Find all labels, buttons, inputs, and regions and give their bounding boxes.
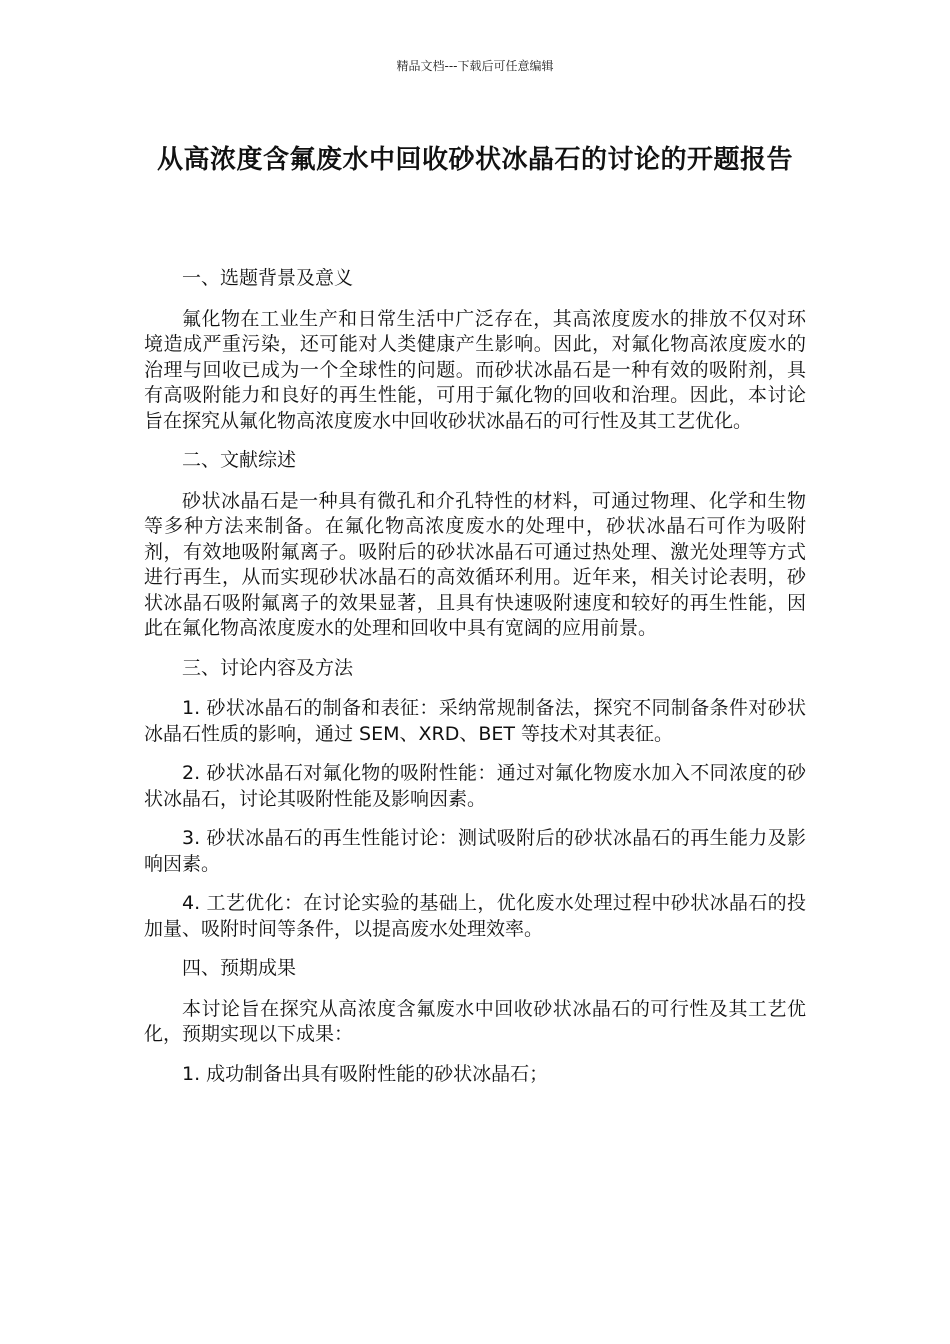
- paragraph: 本讨论旨在探究从高浓度含氟废水中回收砂状冰晶石的可行性及其工艺优化，预期实现以下成果：: [144, 997, 806, 1045]
- list-item: 1. 砂状冰晶石的制备和表征：采纳常规制备法，探究不同制备条件对砂状冰晶石性质的影响，通过 SEM、XRD、BET 等技术对其表征。: [144, 697, 806, 745]
- document-body: [144, 266, 806, 1101]
- section-heading: 三、讨论内容及方法: [182, 656, 354, 679]
- list-item: 1. 成功制备出具有吸附性能的砂状冰晶石；: [182, 1062, 549, 1085]
- list-item: 4. 工艺优化：在讨论实验的基础上，优化废水处理过程中砂状冰晶石的投加量、吸附时间等条件，以提高废水处理效率。: [144, 892, 806, 940]
- paragraph: 氟化物在工业生产和日常生活中广泛存在，其高浓度废水的排放不仅对环境造成严重污染，还可能对人类健康产生影响。因此，对氟化物高浓度废水的治理与回收已成为一个全球性的问题。而砂状冰晶石是一种有效的吸附剂，具有高吸附能力和良好的再生性能，可用于氟化物的回收和治理。因此，本讨论旨在探究从氟化物高浓度废水中回收砂状冰晶石的可行性及其工艺优化。: [144, 307, 806, 432]
- list-item: 2. 砂状冰晶石对氟化物的吸附性能：通过对氟化物废水加入不同浓度的砂状冰晶石，讨论其吸附性能及影响因素。: [144, 762, 806, 810]
- paragraph: 砂状冰晶石是一种具有微孔和介孔特性的材料，可通过物理、化学和生物等多种方法来制备。在氟化物高浓度废水的处理中，砂状冰晶石可作为吸附剂，有效地吸附氟离子。吸附后的砂状冰晶石可通过热处理、激光处理等方式进行再生，从而实现砂状冰晶石的高效循环利用。近年来，相关讨论表明，砂状冰晶石吸附氟离子的效果显著，且具有快速吸附速度和较好的再生性能，因此在氟化物高浓度废水的处理和回收中具有宽阔的应用前景。: [144, 489, 806, 639]
- section-heading: 四、预期成果: [182, 957, 297, 979]
- section-heading: 二、文献综述: [182, 449, 297, 471]
- document-title: 从高浓度含氟废水中回收砂状冰晶石的讨论的开题报告: [156, 145, 793, 175]
- list-item: 3. 砂状冰晶石的再生性能讨论：测试吸附后的砂状冰晶石的再生能力及影响因素。: [144, 827, 806, 875]
- header-note: 精品文档---下载后可任意编辑: [396, 59, 554, 73]
- section-heading: 一、选题背景及意义: [182, 267, 354, 289]
